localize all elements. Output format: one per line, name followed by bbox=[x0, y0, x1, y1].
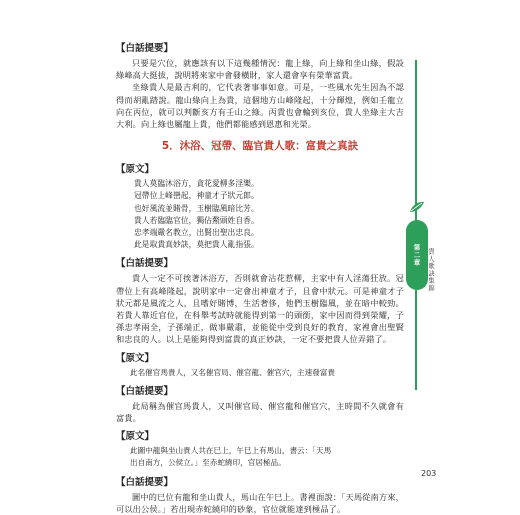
poem-line: 此是取貴真妙訣，莫把貴人亂指張。 bbox=[134, 240, 259, 250]
intro-paragraph-1: 只要是穴位，就應該有以下這幾種情況：龍上綠，向上綠和坐山綠，假設綠峰高大挺拔，說明將來家中會發橫財，家人還會享有榮華富貴。 bbox=[116, 58, 404, 81]
original-text-label: 【原文】 bbox=[116, 431, 155, 443]
leaf-icon bbox=[408, 200, 426, 214]
poem-line: 貴人莫臨沐浴方，貪花愛柳多淫樂。 bbox=[134, 179, 259, 189]
poem-line: 冠帶位上峰巒起，神童才子狀元郎。 bbox=[134, 191, 259, 201]
page-content bbox=[116, 36, 404, 515]
explanation-label: 【白話提要】 bbox=[116, 476, 174, 488]
original-quote bbox=[116, 367, 404, 379]
original-quote bbox=[116, 445, 404, 469]
explanation-label: 【白話提要】 bbox=[116, 43, 174, 54]
quote-line: 此圖中龍與坐山貴人共在巳上，午巳上有馬山，書云：「天馬 bbox=[130, 446, 332, 456]
quote-line: 此名催官馬貴人，又名催官局、催官龍、催官穴，主速發富貴 bbox=[130, 367, 336, 377]
explanation-paragraph: 此局稱為催官馬貴人，又叫催官局、催官龍和催官穴，主時間不久就會有富貴。 bbox=[116, 400, 404, 424]
explanation-label: 【白話提要】 bbox=[116, 385, 174, 397]
poem-line: 貴人若臨臨官位，獨佔鰲頭姓自香。 bbox=[134, 215, 259, 225]
section-title: 5．沐浴、冠帶、臨官貴人歌：富貴之真訣 bbox=[161, 140, 359, 153]
intro-paragraph-2: 坐綠貴人是最吉利的，它代表著事事如意。可是，一些風水先生因為不認得而胡亂踏說。龍山綠向上為貴，這個地方山峰隆起，十分輝煌，例如壬龍立向在丙位，就可以判斷亥方有壬山之綠。丙貴也會輪到亥位，貴人坐綠主大吉大利。向上綠也屬龍上貴，他們都能感到恩惠和光榮。 bbox=[116, 82, 404, 130]
poem-block bbox=[116, 178, 404, 251]
chapter-subtitle: 貴人歌訣集錦 bbox=[427, 248, 434, 292]
poem-line: 也好風流並賭骨，玉樹臨風暗比芳。 bbox=[134, 203, 259, 213]
original-text-label: 【原文】 bbox=[116, 352, 155, 364]
original-text-label: 【原文】 bbox=[116, 164, 155, 176]
quote-line: 出自南方，公侯立。」至赤蛇繞印，官居極品。 bbox=[130, 458, 286, 468]
explanation-paragraph: 圖中的巳位有龍和坐山貴人，馬山在午巳上。書裡面說：「天馬從南方來，可以出公侯。」若出現赤蛇繞印的砂象，官位就能達到極品了。 bbox=[116, 491, 404, 514]
explanation-paragraph: 貴人一定不可挨著沐浴方，否則就會沾花惹柳，主家中有人淫蕩狂放。冠帶位上有高峰隆起，說明家中一定會出神童才子，且會中狀元。可是神童才子狀元都是風流之人，且嗜好賭博，生活奢侈，他們玉樹臨風，並在暗中較勁。若貴人靠近官位，在科舉考試時就能得到第一的頭銜，家中因而得到榮耀，子孫忠孝兩全，子孫端正，做事嚴肅，並能從中受到良好的教育，家裡會出聖賢和忠良的人。以上是能夠得到富貴的真正妙訣，一定不要把貴人位弄錯了。 bbox=[116, 273, 404, 345]
page-number: 203 bbox=[421, 469, 437, 478]
poem-line: 忠孝端嚴名教立，出賢出聖出忠良。 bbox=[134, 228, 259, 238]
chapter-tab: 第二章 bbox=[406, 220, 428, 290]
explanation-label: 【白話提要】 bbox=[116, 258, 174, 270]
